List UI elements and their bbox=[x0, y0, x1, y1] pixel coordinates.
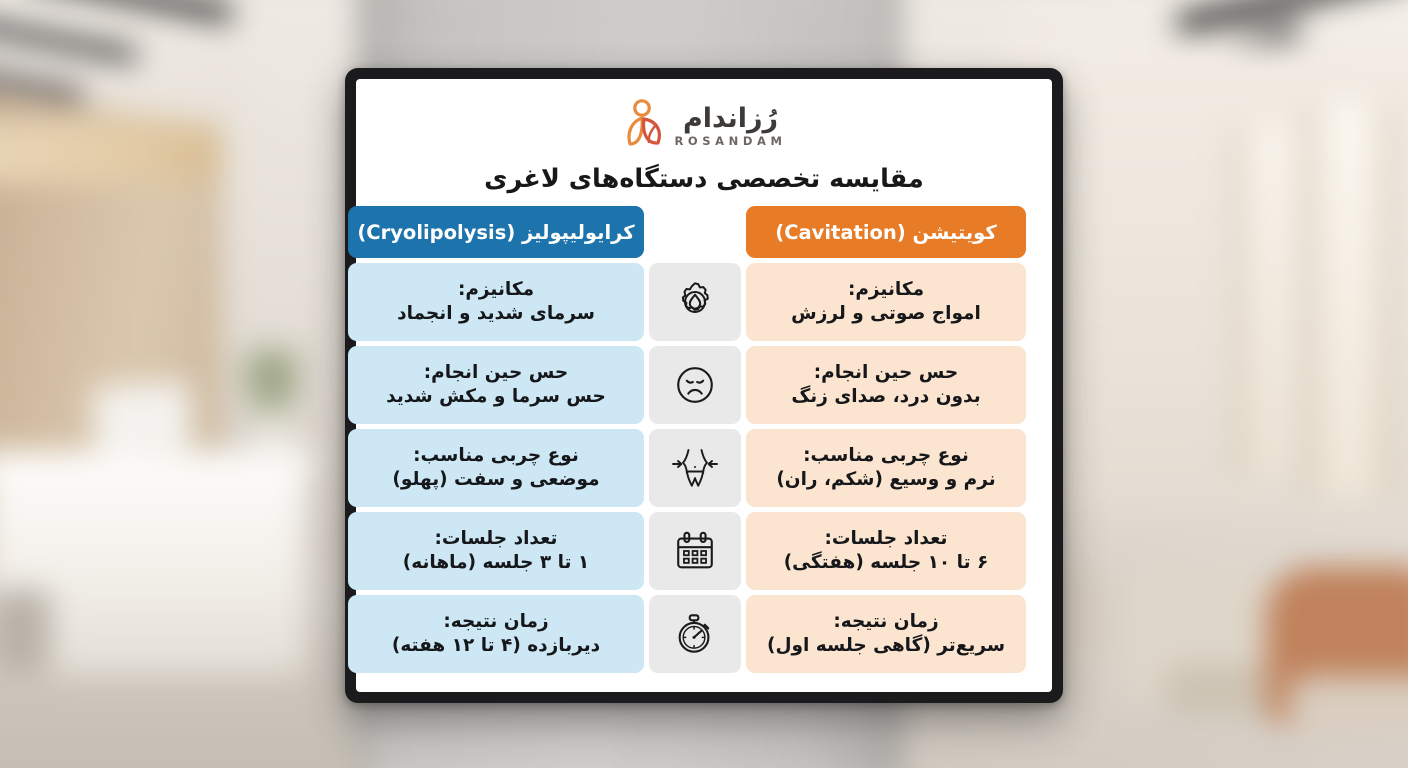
comparison-table bbox=[357, 206, 1026, 678]
cell-value: سریع‌تر (گاهی جلسه اول) bbox=[766, 635, 1006, 656]
gear-droplet-icon bbox=[672, 279, 718, 325]
table-row bbox=[382, 263, 1026, 341]
cell-value: موضعی و سفت (پهلو) bbox=[392, 469, 600, 490]
cell-label: نوع چربی مناسب: bbox=[803, 444, 969, 466]
page-title: مقایسه تخصصی دستگاه‌های لاغری bbox=[484, 164, 924, 194]
cell-left-fat-type bbox=[746, 429, 1026, 507]
brand-logo-text bbox=[674, 102, 787, 148]
cell-label: زمان نتیجه: bbox=[833, 610, 939, 632]
monitor bbox=[91, 381, 193, 453]
cell-label: زمان نتیجه: bbox=[443, 610, 549, 632]
brand-name-fa: رُزاندام bbox=[682, 102, 779, 134]
header-cavitation: کویتیشن (Cavitation) bbox=[746, 206, 1026, 258]
header-cryolipolysis: کرایولیپولیز (Cryolipolysis) bbox=[348, 206, 644, 258]
icon-cell-mechanism bbox=[649, 263, 741, 341]
window bbox=[1236, 125, 1293, 475]
cell-left-mechanism bbox=[746, 263, 1026, 341]
brand-logo bbox=[382, 95, 1026, 157]
person-leaf-logo-icon bbox=[621, 99, 665, 153]
icon-cell-sensation bbox=[649, 346, 741, 424]
window bbox=[1308, 104, 1389, 496]
cell-label: حس حین انجام: bbox=[423, 361, 569, 383]
sad-face-icon bbox=[672, 362, 718, 408]
cell-label: مکانیزم: bbox=[457, 278, 535, 300]
poster-frame bbox=[345, 68, 1063, 703]
cell-label: تعداد جلسات: bbox=[824, 527, 948, 549]
cell-left-sessions bbox=[746, 512, 1026, 590]
cell-value: نرم و وسیع (شکم، ران) bbox=[776, 469, 996, 490]
table-header-row bbox=[357, 206, 1026, 258]
brand-name-en: ROSANDAM bbox=[674, 133, 787, 148]
header-spacer bbox=[649, 206, 741, 258]
cell-left-result-time bbox=[746, 595, 1026, 673]
table-row bbox=[382, 595, 1026, 673]
cell-label: حس حین انجام: bbox=[813, 361, 959, 383]
cell-right-fat-type bbox=[348, 429, 644, 507]
cell-value: ۱ تا ۳ جلسه (ماهانه) bbox=[402, 552, 590, 573]
cell-right-mechanism bbox=[348, 263, 644, 341]
armchair-seat bbox=[1289, 677, 1408, 741]
cell-label: تعداد جلسات: bbox=[434, 527, 558, 549]
cell-label: مکانیزم: bbox=[847, 278, 925, 300]
icon-cell-fat-type bbox=[649, 429, 741, 507]
office-chair bbox=[0, 590, 51, 673]
cell-right-sessions bbox=[348, 512, 644, 590]
cell-value: ۶ تا ۱۰ جلسه (هفتگی) bbox=[783, 552, 989, 573]
table-row bbox=[382, 429, 1026, 507]
table-row bbox=[382, 346, 1026, 424]
poster-canvas bbox=[356, 79, 1052, 692]
slim-waist-icon bbox=[671, 444, 719, 492]
cell-value: سرمای شدید و انجماد bbox=[397, 303, 595, 324]
calendar-icon bbox=[672, 528, 718, 574]
table-row bbox=[382, 512, 1026, 590]
icon-cell-sessions bbox=[649, 512, 741, 590]
cell-right-result-time bbox=[348, 595, 644, 673]
cell-value: بدون درد، صدای زنگ bbox=[791, 386, 981, 407]
cell-label: نوع چربی مناسب: bbox=[413, 444, 579, 466]
stopwatch-icon bbox=[672, 611, 718, 657]
cell-value: حس سرما و مکش شدید bbox=[386, 386, 606, 407]
icon-cell-result-time bbox=[649, 595, 741, 673]
cell-value: امواج صوتی و لرزش bbox=[791, 303, 981, 324]
cell-right-sensation bbox=[348, 346, 644, 424]
cell-value: دیربازده (۴ تا ۱۲ هفته) bbox=[391, 635, 601, 656]
wall-light-strip bbox=[0, 120, 223, 184]
cell-left-sensation bbox=[746, 346, 1026, 424]
